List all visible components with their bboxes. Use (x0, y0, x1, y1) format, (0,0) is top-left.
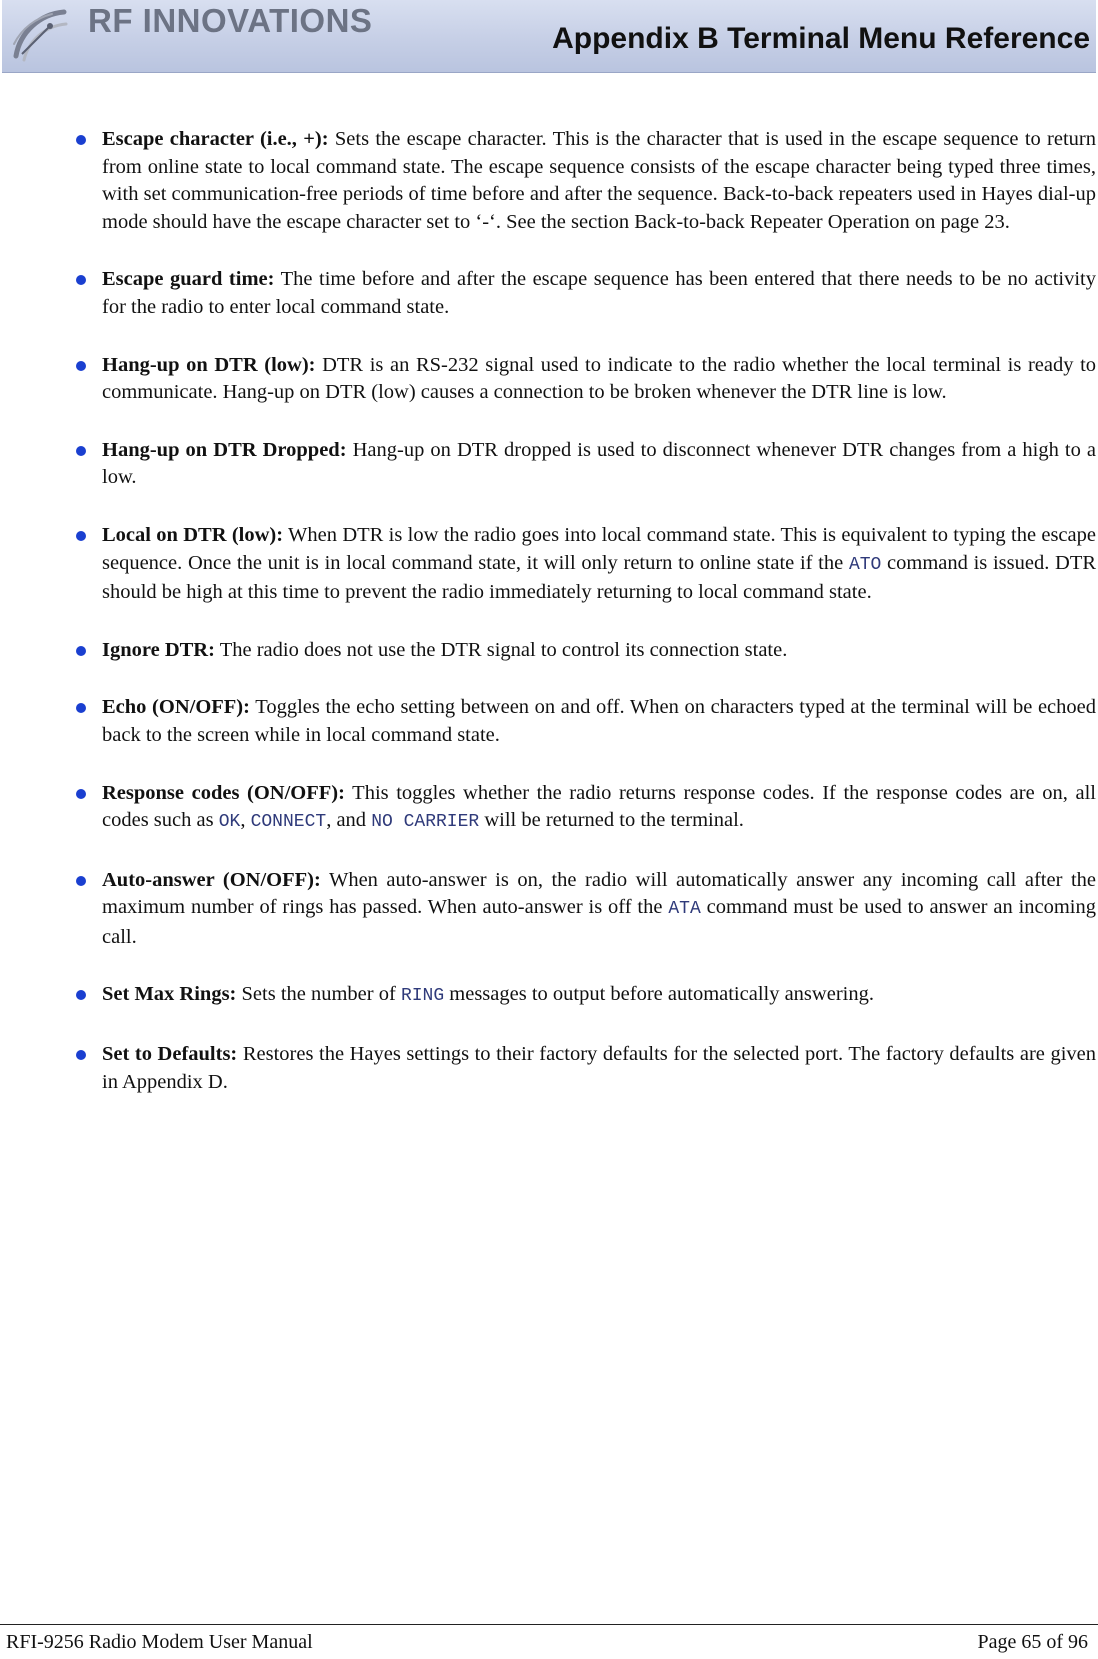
item-term: Ignore DTR: (102, 638, 215, 661)
item-text: , (240, 809, 246, 832)
page-header (2, 0, 1096, 73)
item-term: Echo (ON/OFF): (102, 696, 250, 719)
item-text: DTR is an RS-232 signal used to indicate to the radio whether the local terminal is ready to communicate. Hang-up on DTR (low) causes a connection to be broken whenever the DTR line is low. (102, 353, 1097, 404)
list-item-ignore-dtr (36, 637, 1096, 665)
item-term: Set Max Rings: (102, 983, 237, 1006)
item-term: Escape character (i.e., +): (102, 128, 329, 150)
satellite-dish-logo-icon (10, 4, 70, 64)
list-item-set-to-defaults (36, 1041, 1096, 1096)
bullet-icon (76, 876, 86, 886)
bullet-icon (76, 789, 86, 799)
bullet-icon (76, 531, 86, 541)
item-text: will be returned to the terminal. (484, 809, 744, 832)
item-text: When auto-answer is on, the radio will automatically answer any incoming call after the maximum number of rings has passed. When auto-answer is off the (102, 868, 1096, 919)
definition-list (36, 126, 1096, 1126)
item-text: Sets the number of (241, 983, 396, 1006)
bullet-icon (76, 1050, 86, 1060)
item-text: When DTR is low the radio goes into local command state. This is equivalent to typing the escape sequence. Once the unit is in local command state, it will only return to online state if the (102, 523, 1096, 574)
item-text: Restores the Hayes settings to their factory defaults for the selected port. The factory defaults are given in Appendix D. (102, 1043, 1096, 1093)
list-item-response-codes (36, 780, 1096, 837)
item-term: Response codes (ON/OFF): (102, 781, 345, 804)
command-code: CONNECT (250, 812, 327, 833)
item-term: Hang-up on DTR (low): (102, 353, 316, 376)
footer-manual-title: RFI-9256 Radio Modem User Manual (6, 1631, 313, 1653)
bullet-icon (76, 275, 86, 285)
list-item-hang-up-on-dtr-low (36, 352, 1096, 407)
footer-page-number: Page 65 of 96 (977, 1631, 1088, 1653)
item-text: command is issued. DTR should be high at this time to prevent the radio immediately returning to local command state. (102, 551, 1097, 604)
item-term: Local on DTR (low): (102, 523, 284, 546)
item-text: The radio does not use the DTR signal to control its connection state. (219, 638, 788, 661)
list-item-escape-guard-time (36, 266, 1096, 321)
bullet-icon (76, 135, 86, 145)
brand-name: RF INNOVATIONS (88, 2, 373, 39)
item-term: Escape guard time: (102, 268, 275, 291)
bullet-icon (76, 990, 86, 1000)
list-item-auto-answer (36, 867, 1096, 952)
item-text: Toggles the echo setting between on and off. When on characters typed at the terminal will be echoed back to the screen while in local command state. (102, 696, 1097, 746)
bullet-icon (76, 646, 86, 656)
bullet-icon (76, 361, 86, 371)
list-item-set-max-rings (36, 981, 1096, 1011)
bullet-icon (76, 446, 86, 456)
command-code: ATO (848, 554, 882, 575)
command-code: OK (218, 812, 241, 833)
item-text: The time before and after the escape sequence has been entered that there needs to be no activity for the radio to enter local command state. (102, 268, 1096, 318)
item-text: This toggles whether the radio returns response codes. If the response codes are on, all codes such as (102, 781, 1096, 832)
command-code: ATA (668, 899, 701, 920)
item-text: messages to output before automatically answering. (449, 983, 874, 1006)
command-code: NO CARRIER (371, 812, 480, 833)
item-term: Hang-up on DTR Dropped: (102, 438, 347, 461)
bullet-icon (76, 703, 86, 713)
item-term: Auto-answer (ON/OFF): (102, 868, 321, 891)
command-code: RING (400, 986, 445, 1007)
list-item-hang-up-on-dtr-dropped (36, 437, 1096, 492)
item-text: , and (326, 809, 367, 832)
list-item-local-on-dtr-low (36, 522, 1096, 607)
item-text: command must be used to answer an incoming call. (102, 896, 1097, 948)
item-term: Set to Defaults: (102, 1043, 238, 1066)
list-item-escape-character (36, 126, 1096, 236)
footer-divider (0, 1624, 1098, 1625)
list-item-echo (36, 694, 1096, 749)
item-text: Hang-up on DTR dropped is used to disconnect whenever DTR changes from a high to a low. (102, 438, 1097, 489)
page-title: Appendix B Terminal Menu Reference (552, 22, 1090, 55)
item-text: Sets the escape character. This is the character that is used in the escape sequence to return from online state to local command state. The escape sequence consists of the escape character being typed three times, with set communication-free periods of time before and after the sequence. Back-to-back repeaters used in Hayes dial-up mode should have the escape character set to ‘-‘. See the section Back-to-back Repeater Operation on page 23. (102, 128, 1097, 233)
